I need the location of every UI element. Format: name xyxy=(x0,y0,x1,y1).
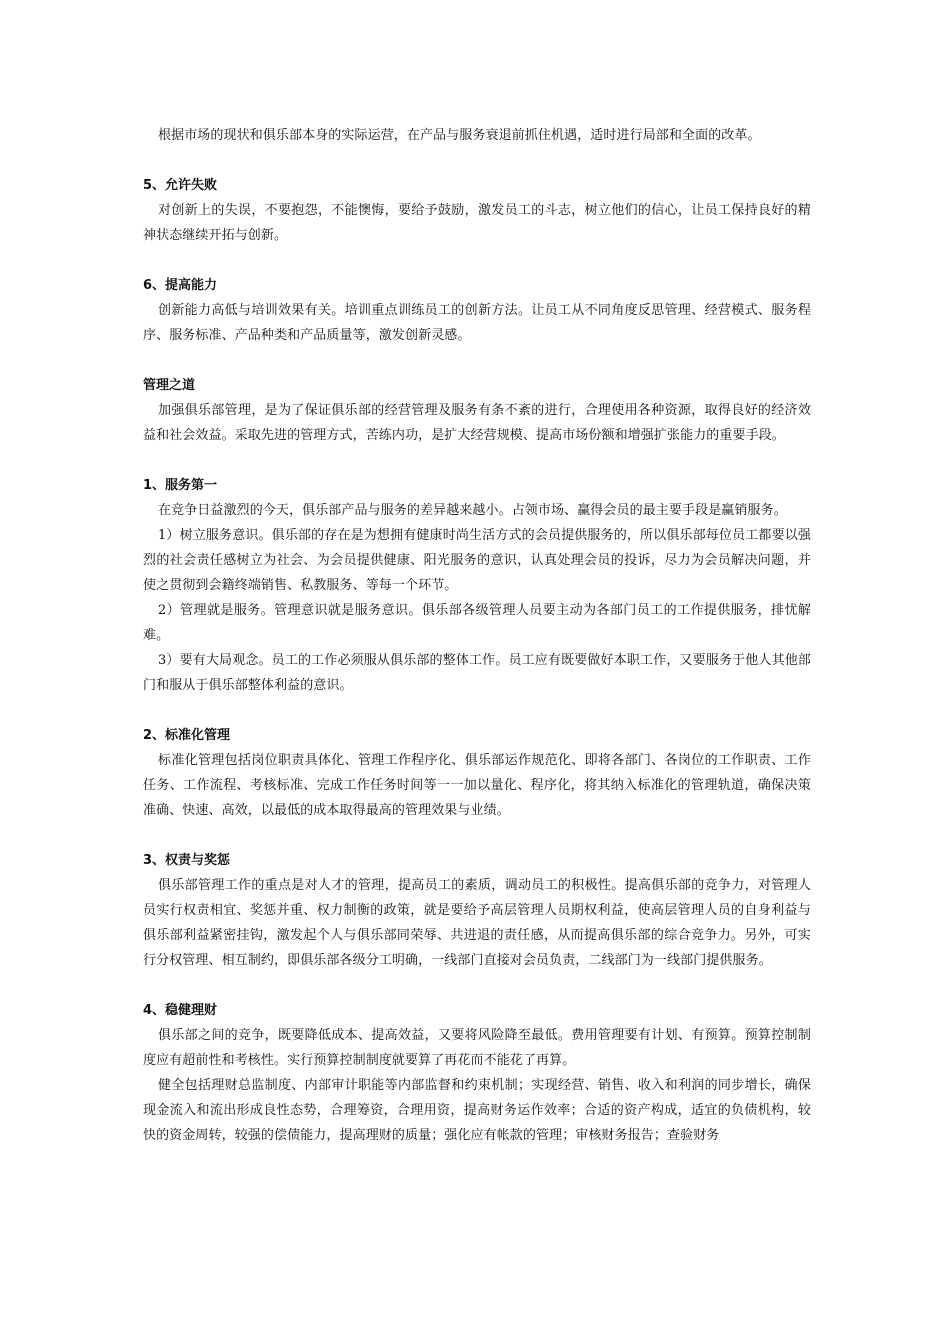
section-heading: 3、权责与奖惩 xyxy=(143,853,231,868)
paragraph-gap xyxy=(143,823,811,848)
body-paragraph: 3）要有大局观念。员工的工作必须服从俱乐部的整体工作。员工应有既要做好本职工作，又要服务于他人其他部门和服从于俱乐部整体利益的意识。 xyxy=(143,653,811,693)
body-paragraph: 2）管理就是服务。管理意识就是服务意识。俱乐部各级管理人员要主动为各部门员工的工作提供服务，排忧解难。 xyxy=(143,603,811,643)
section-heading: 1、服务第一 xyxy=(143,478,218,493)
body-paragraph: 俱乐部管理工作的重点是对人才的管理，提高员工的素质，调动员工的积极性。提高俱乐部的竞争力，对管理人员实行权责相宜、奖惩并重、权力制衡的政策，就是要给予高层管理人员期权利益，使高层管理人员的自身利益与俱乐部利益紧密挂钩，激发起个人与俱乐部同荣辱、共进退的责任感，从而提高俱乐部的综合竞争力。另外，可实行分权管理、相互制约，即俱乐部各级分工明确，一线部门直接对会员负责，二线部门为一线部门提供服务。 xyxy=(143,878,811,968)
section-heading: 管理之道 xyxy=(143,378,196,393)
section-heading: 4、稳健理财 xyxy=(143,1003,218,1018)
section-heading: 6、提高能力 xyxy=(143,278,218,293)
body-paragraph: 创新能力高低与培训效果有关。培训重点训练员工的创新方法。让员工从不同角度反思管理、经营模式、服务程序、服务标准、产品种类和产品质量等，激发创新灵感。 xyxy=(143,303,811,343)
paragraph-gap xyxy=(143,148,811,173)
body-paragraph: 俱乐部之间的竞争，既要降低成本、提高效益，又要将风险降至最低。费用管理要有计划、有预算。预算控制制度应有超前性和考核性。实行预算控制制度就要算了再花而不能花了再算。 xyxy=(143,1028,811,1068)
section-heading: 2、标准化管理 xyxy=(143,728,231,743)
document-page xyxy=(143,123,811,1148)
body-paragraph: 根据市场的现状和俱乐部本身的实际运营，在产品与服务衰退前抓住机遇，适时进行局部和全面的改革。 xyxy=(158,128,761,143)
paragraph-gap xyxy=(143,248,811,273)
paragraph-gap xyxy=(143,973,811,998)
body-paragraph: 健全包括理财总监制度、内部审计职能等内部监督和约束机制；实现经营、销售、收入和利润的同步增长，确保现金流入和流出形成良性态势，合理筹资，合理用资，提高财务运作效率；合适的资产构成，适宜的负债机构，较快的资金周转，较强的偿债能力，提高理财的质量；强化应有帐款的管理；审核财务报告；查验财务 xyxy=(143,1078,811,1143)
paragraph-gap xyxy=(143,348,811,373)
body-paragraph: 对创新上的失误，不要抱怨，不能懊悔，要给予鼓励，激发员工的斗志，树立他们的信心，让员工保持良好的精神状态继续开拓与创新。 xyxy=(143,203,811,243)
body-paragraph: 标准化管理包括岗位职责具体化、管理工作程序化、俱乐部运作规范化、即将各部门、各岗位的工作职责、工作任务、工作流程、考核标准、完成工作任务时间等一一加以量化、程序化，将其纳入标准化的管理轨道，确保决策准确、快速、高效，以最低的成本取得最高的管理效果与业绩。 xyxy=(143,753,811,818)
paragraph-gap xyxy=(143,698,811,723)
body-paragraph: 加强俱乐部管理，是为了保证俱乐部的经营管理及服务有条不紊的进行，合理使用各种资源，取得良好的经济效益和社会效益。采取先进的管理方式，苦练内功，是扩大经营规模、提高市场份额和增强扩张能力的重要手段。 xyxy=(143,403,811,443)
paragraph-gap xyxy=(143,448,811,473)
body-paragraph: 1）树立服务意识。俱乐部的存在是为想拥有健康时尚生活方式的会员提供服务的，所以俱乐部每位员工都要以强烈的社会责任感树立为社会、为会员提供健康、阳光服务的意识，认真处理会员的投诉，尽力为会员解决问题，并使之贯彻到会籍终端销售、私教服务、等每一个环节。 xyxy=(143,528,811,593)
body-paragraph: 在竞争日益激烈的今天，俱乐部产品与服务的差异越来越小。占领市场、赢得会员的最主要手段是赢销服务。 xyxy=(158,503,787,518)
section-heading: 5、允许失败 xyxy=(143,178,218,193)
